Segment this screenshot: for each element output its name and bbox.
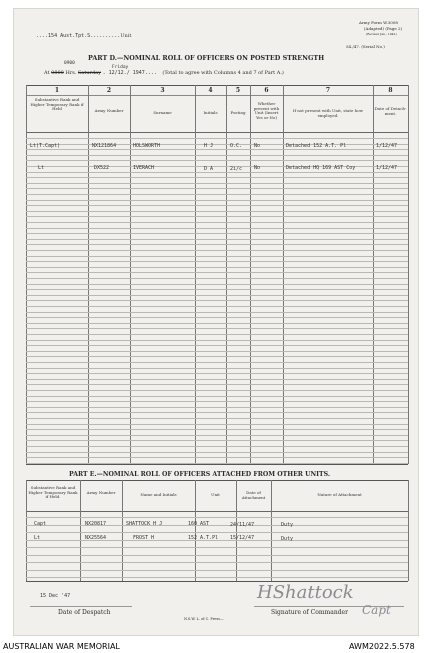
- ruled-line: [26, 429, 408, 430]
- ruled-line: [26, 412, 408, 413]
- e-row-attach-date: 15/12/47: [230, 535, 255, 541]
- row-rank: Lt(T.Capt): [30, 143, 61, 149]
- ruled-line: [26, 407, 408, 408]
- ruled-line: [26, 396, 408, 397]
- ruled-line: [26, 317, 408, 318]
- at-line: [44, 70, 284, 76]
- e-row-attach-date: 24/11/47: [230, 522, 255, 528]
- ruled-line: [26, 222, 408, 223]
- ruled-line: [26, 138, 408, 139]
- ruled-line: [26, 368, 408, 369]
- ruled-line: [26, 177, 408, 178]
- ruled-line: [26, 244, 408, 245]
- at-prefix: At: [44, 70, 50, 76]
- roll-date: . 12/12./ 1947....: [102, 70, 157, 76]
- ruled-line: [26, 340, 408, 341]
- ruled-line: [26, 261, 408, 262]
- ruled-line: [26, 334, 408, 335]
- ruled-line: [26, 452, 408, 453]
- row-army-number: DX522: [94, 165, 110, 171]
- ruled-line: [26, 295, 408, 296]
- col-number-3: 3: [160, 87, 165, 94]
- row-detach-date: 1/12/47: [376, 165, 398, 171]
- ruled-line: [26, 228, 408, 229]
- ruled-line: [26, 289, 408, 290]
- ruled-line: [26, 155, 408, 156]
- ruled-line: [26, 323, 408, 324]
- row-employed: Detached HQ 169 AST Coy: [286, 165, 356, 171]
- army-form-number: Army Form W.3008: [359, 20, 398, 25]
- e-col-heading-attach-date: Date of Attachment: [241, 490, 266, 500]
- signature-label: Signature of Commander: [271, 609, 348, 616]
- ruled-line: [26, 284, 408, 285]
- col-number-1: 1: [54, 87, 60, 94]
- ruled-line: [26, 555, 408, 556]
- ruled-line: [26, 525, 408, 526]
- col-heading-surname: Surname: [153, 110, 172, 115]
- row-surname: IVERACH: [133, 165, 155, 171]
- unit-line: ....154 Aust.Tpt.S..........Unit: [36, 33, 132, 39]
- e-row-rank: Capt: [34, 521, 47, 527]
- ruled-line: [26, 446, 408, 447]
- ruled-line: [26, 328, 408, 329]
- total-note: (Total to agree with Columns 4 and 7 of Part A.): [162, 70, 284, 76]
- despatch-date: 15 Dec '47: [40, 593, 71, 599]
- col-number-6: 6: [264, 87, 269, 94]
- e-row-unit: 152 A.T.Pl: [188, 535, 219, 541]
- ruled-line: [26, 463, 408, 464]
- ruled-line: [26, 384, 408, 385]
- e-row-nature: Duty: [281, 522, 294, 528]
- ruled-line: [26, 379, 408, 380]
- e-row-name: SHATTOCK H J: [126, 521, 163, 527]
- ruled-line: [26, 306, 408, 307]
- e-row-nature: Duty: [281, 536, 294, 542]
- ruled-line: [26, 233, 408, 234]
- ruled-line: [26, 272, 408, 273]
- ruled-line: [26, 194, 408, 195]
- ruled-line: [26, 300, 408, 301]
- ruled-line: [26, 547, 408, 548]
- ruled-line: [26, 211, 408, 212]
- time-struck: 0800: [51, 70, 64, 76]
- caption-bar: [0, 640, 432, 653]
- col-heading-army-number: Army Number: [94, 108, 124, 113]
- ruled-line: [26, 172, 408, 173]
- serial-number: 54./47. (Serial No.): [346, 44, 385, 49]
- ruled-line: [26, 532, 408, 533]
- row-posting: 2i/c: [230, 166, 243, 172]
- row-employed: Detached 152 A.T. Pl: [286, 143, 347, 149]
- col-heading-detach-date: Date of Detach-ment.: [374, 106, 407, 116]
- unit-label: Unit: [120, 33, 132, 39]
- ruled-line: [26, 517, 408, 518]
- unit-value: 154 Aust.Tpt.S: [48, 33, 91, 39]
- row-present: No: [254, 165, 261, 171]
- ruled-line: [26, 216, 408, 217]
- ruled-line: [26, 356, 408, 357]
- ruled-line: [26, 457, 408, 458]
- col-heading-posting: Posting: [230, 110, 246, 115]
- col-heading-rank: Substantive Rank and Higher Temporary Rank if Held: [30, 97, 84, 112]
- col-heading-employed: If not present with Unit, state how employed.: [292, 108, 364, 118]
- ruled-line: [26, 183, 408, 184]
- row-surname: HOLSWORTH: [133, 143, 161, 149]
- ruled-line: [26, 345, 408, 346]
- e-col-heading-nature: Nature of Attachment: [317, 492, 362, 497]
- col-heading-initials: Initials: [203, 110, 218, 115]
- col-heading-present: Whether present with Unit (Insert Yes or No): [253, 101, 280, 120]
- ruled-line: [26, 200, 408, 201]
- e-row-army-number: NX25564: [85, 535, 107, 541]
- time-typed: 0900: [64, 61, 75, 66]
- ruled-line: [26, 278, 408, 279]
- e-col-heading-name: Name and Initials: [140, 492, 177, 497]
- ruled-line: [26, 205, 408, 206]
- col-number-5: 5: [235, 87, 241, 94]
- row-posting: O.C.: [230, 143, 243, 149]
- day-struck: Saturday: [77, 70, 102, 76]
- e-row-army-number: NX20817: [85, 521, 107, 527]
- row-initials: H J: [204, 143, 214, 149]
- caption-left: AUSTRALIAN WAR MEMORIAL: [3, 642, 120, 651]
- ruled-line: [26, 312, 408, 313]
- ruled-line: [26, 570, 408, 571]
- ruled-line: [26, 239, 408, 240]
- ruled-line: [26, 144, 408, 145]
- commander-signature-rank: Capt: [362, 603, 391, 617]
- ruled-line: [26, 440, 408, 441]
- col-number-2: 2: [106, 87, 112, 94]
- col-number-7: 7: [325, 87, 331, 94]
- ruled-line: [26, 577, 408, 578]
- ruled-line: [26, 424, 408, 425]
- col-number-4: 4: [208, 87, 213, 94]
- ruled-line: [26, 562, 408, 563]
- col-number-8: 8: [388, 87, 393, 94]
- e-col-heading-army-number: Army Number: [86, 490, 116, 495]
- row-present: No: [254, 143, 261, 149]
- ruled-line: [26, 373, 408, 374]
- ruled-line: [26, 250, 408, 251]
- commander-signature: HShattock: [257, 582, 354, 603]
- row-detach-date: 1/12/47: [376, 143, 398, 149]
- e-row-rank: Lt: [34, 535, 41, 541]
- e-col-heading-unit: Unit: [211, 492, 220, 497]
- caption-right: AWM2022.5.578: [349, 642, 415, 651]
- part-e-title: PART E.—NOMINAL ROLL OF OFFICERS ATTACHED FROM OTHER UNITS.: [69, 471, 331, 478]
- hrs-label: Hrs.: [65, 70, 77, 76]
- ruled-line: [26, 401, 408, 402]
- adapted-note: (Adapted) (Page 2): [364, 26, 403, 31]
- ruled-line: [26, 256, 408, 257]
- ruled-line: [26, 160, 408, 161]
- e-row-name: FROST H: [133, 535, 155, 541]
- row-initials: D A: [204, 166, 214, 172]
- part-d-title: PART D.—NOMINAL ROLL OF OFFICERS ON POSTED STRENGTH: [88, 54, 325, 62]
- e-row-unit: 160 AST: [188, 521, 210, 527]
- row-rank: Lt: [38, 165, 45, 171]
- ruled-line: [26, 351, 408, 352]
- ruled-line: [26, 188, 408, 189]
- printer-note: N.S.W. L. of C. Press—: [184, 617, 224, 621]
- form-paper: [13, 8, 419, 636]
- ruled-line: [26, 149, 408, 150]
- ruled-line: [26, 267, 408, 268]
- row-army-number: NX121864: [92, 143, 117, 149]
- ruled-line: [26, 390, 408, 391]
- e-col-heading-rank: Substantive Rank and Higher Temporary Rank if Held.: [28, 485, 78, 500]
- revised-note: (Revised Jan., 1942): [366, 32, 397, 36]
- ruled-line: [26, 418, 408, 419]
- day-typed: Friday: [112, 65, 129, 70]
- ruled-line: [26, 435, 408, 436]
- ruled-line: [26, 362, 408, 363]
- date-of-despatch-label: Date of Despatch: [58, 609, 111, 616]
